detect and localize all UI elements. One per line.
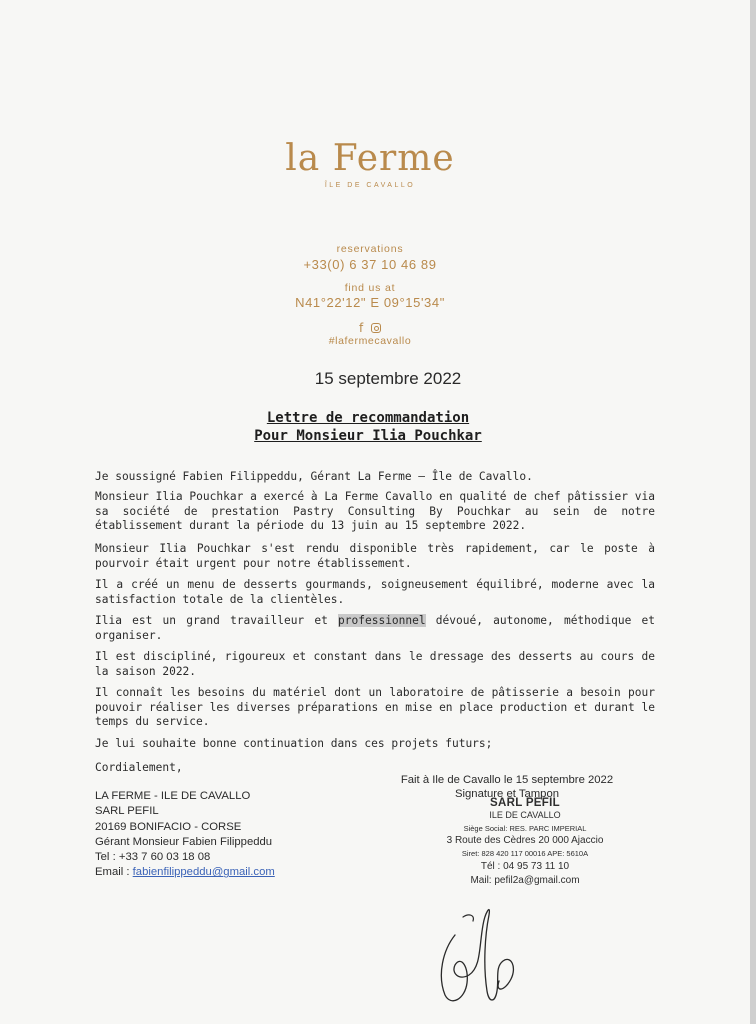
instagram-icon [371, 323, 381, 333]
hashtag: #lafermecavallo [328, 335, 412, 347]
social-icons [0, 321, 740, 335]
sender-company: LA FERME - ILE DE CAVALLO [95, 790, 251, 802]
sender-city: 20169 BONIFACIO - CORSE [95, 820, 242, 833]
sender-email-line [95, 865, 275, 880]
place-date: Fait à Ile de Cavallo le 15 septembre 2022 [400, 774, 614, 786]
stamp-siret: Siret: 828 420 117 00016 APE: 5610A [461, 849, 589, 858]
paragraph-closing: Cordialement, [95, 761, 183, 774]
sender-phone: Tel : +33 7 60 03 18 08 [95, 851, 211, 864]
text-segment: dévoué, autonome, méthodique et organiser. [95, 614, 655, 642]
stamp-tel: Tél : 04 95 73 11 10 [480, 860, 570, 872]
scan-edge [750, 0, 756, 1024]
facebook-icon: f [358, 321, 364, 335]
letter-subtitle: Pour Monsieur Ilia Pouchkar [254, 428, 482, 444]
stamp-address: 3 Route des Cèdres 20 000 Ajaccio [446, 835, 604, 846]
email-link[interactable]: fabienfilippeddu@gmail.com [132, 866, 275, 879]
company-stamp [430, 797, 620, 888]
sender-manager: Gérant Monsieur Fabien Filippeddu [95, 835, 273, 848]
text-segment: Ilia est un grand travailleur et [95, 614, 339, 627]
email-label: Email : [95, 866, 133, 879]
paragraph-intro: Je soussigné Fabien Filippeddu, Gérant La Ferme – Île de Cavallo. [95, 470, 533, 483]
signature-label: Signature et Tampon [454, 788, 560, 800]
stamp-name: SARL PEFIL [490, 797, 560, 809]
paragraph-menu: Il a créé un menu de desserts gourmands, soigneusement équilibré, moderne avec la satisfaction totale de la clientèles. [95, 578, 655, 606]
sender-block [95, 789, 275, 881]
body-paragraph [95, 614, 655, 643]
body-paragraph [95, 737, 655, 752]
letter-title: Lettre de recommandation [266, 410, 470, 426]
gps-coordinates: N41°22'12" E 09°15'34" [295, 295, 445, 310]
handwritten-signature [425, 895, 535, 1010]
letter-date: 15 septembre 2022 [314, 369, 462, 388]
paragraph-discipline: Il est discipliné, rigoureux et constant dans le dressage des desserts au cours de la saison 2022. [95, 650, 655, 678]
body-paragraph [95, 686, 655, 730]
stamp-siege: Siège Social: RES. PARC IMPERIAL [463, 823, 587, 833]
paragraph-qualities [95, 614, 655, 643]
paragraph-role: Monsieur Ilia Pouchkar a exercé à La Ferme Cavallo en qualité de chef pâtissier via sa société de prestation Pastry Consulting By Pouchkar au sein de notre établissement durant la période du 13 juin au 15 septembre 2022. [95, 490, 655, 533]
body-paragraph [95, 470, 655, 485]
sender-legal-name: SARL PEFIL [95, 805, 159, 818]
stamp-mail: Mail: pefil2a@gmail.com [470, 874, 580, 886]
paragraph-skills: Il connaît les besoins du matériel dont un laboratoire de pâtisserie a besoin pour pouvoir réaliser les diverses préparations en mise en place production et durant le temps du service. [95, 686, 655, 729]
body-paragraph [95, 542, 655, 571]
paragraph-wishes: Je lui souhaite bonne continuation dans ces projets futurs; [95, 737, 493, 750]
logo-subtitle: ÎLE DE CAVALLO [324, 182, 416, 189]
body-paragraph [95, 650, 655, 679]
find-us-label: find us at [344, 282, 396, 294]
body-paragraph [95, 490, 655, 534]
logo: la Ferme [285, 138, 455, 179]
reservations-phone: +33(0) 6 37 10 46 89 [303, 257, 437, 272]
paragraph-availability: Monsieur Ilia Pouchkar s'est rendu disponible très rapidement, car le poste à pourvoir était urgent pour notre établissement. [95, 542, 655, 570]
highlighted-word: professionnel [338, 614, 426, 627]
stamp-place: ILE DE CAVALLO [489, 810, 561, 820]
reservations-label: reservations [336, 243, 404, 255]
body-paragraph [95, 578, 655, 607]
